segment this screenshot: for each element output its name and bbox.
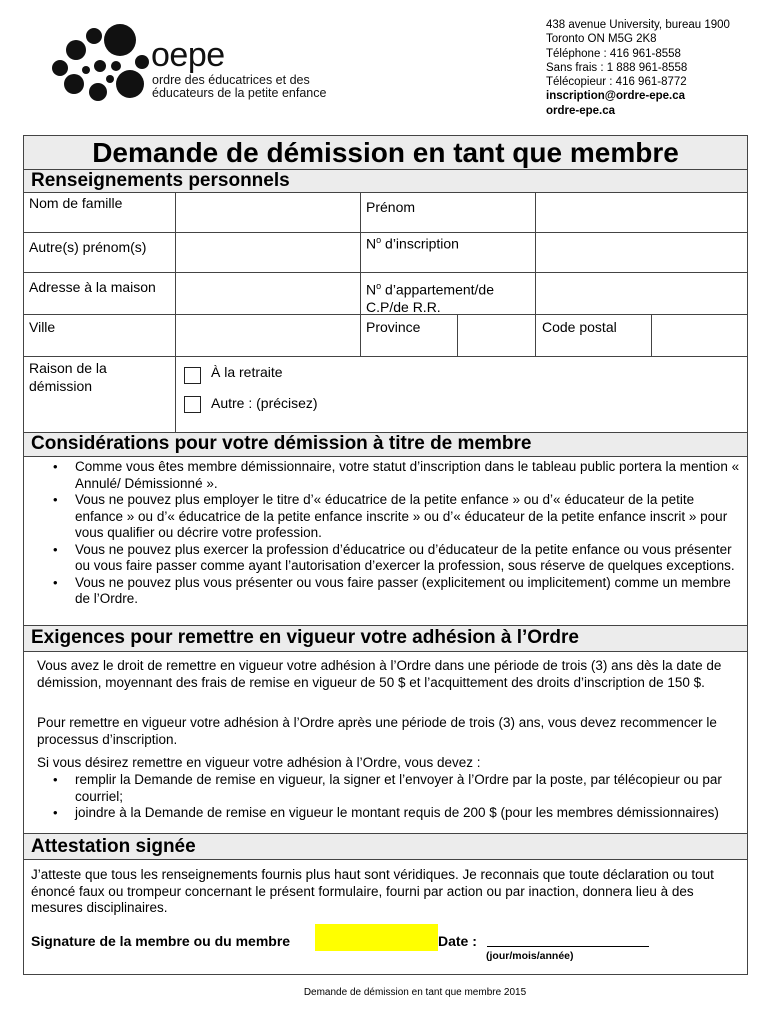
list-item: • remplir la Demande de remise en vigueur, la signer et l’envoyer à l’Ordre par la poste, par télécopieur ou par courriel; bbox=[75, 772, 743, 805]
input-code-postal[interactable] bbox=[652, 315, 747, 356]
input-adresse[interactable] bbox=[176, 273, 360, 314]
input-prenom[interactable] bbox=[536, 193, 747, 232]
list-item: • joindre à la Demande de remise en vigueur le montant requis de 200 $ (pour les membres démissionnaires) bbox=[75, 805, 743, 822]
exigences-paragraph-3: Si vous désirez remettre en vigueur votre adhésion à l’Ordre, vous devez : bbox=[37, 755, 481, 770]
logo-subtitle: ordre des éducatrices et des éducateurs de la petite enfance bbox=[152, 73, 327, 100]
considerations-heading: Considérations pour votre démission à titre de membre bbox=[31, 433, 532, 454]
option-autre-label: Autre : (précisez) bbox=[211, 395, 318, 411]
logo-wordmark: oepe bbox=[151, 36, 225, 74]
label-code-postal: Code postal bbox=[542, 319, 617, 335]
label-autres-prenoms: Autre(s) prénom(s) bbox=[29, 239, 147, 255]
checkbox-autre[interactable] bbox=[184, 396, 201, 413]
considerations-list bbox=[75, 459, 745, 608]
input-ville[interactable] bbox=[176, 315, 360, 356]
list-item: • Vous ne pouvez plus vous présenter ou vous faire passer (explicitement ou implicitement) comme un membre de l’Ordre. bbox=[75, 575, 745, 608]
input-no-inscription[interactable] bbox=[536, 233, 747, 272]
option-retraite-label: À la retraite bbox=[211, 364, 283, 380]
input-nom[interactable] bbox=[176, 193, 360, 232]
checkbox-retraite[interactable] bbox=[184, 367, 201, 384]
page-footer: Demande de démission en tant que membre 2015 bbox=[303, 987, 527, 998]
label-raison: Raison de la démission bbox=[29, 360, 107, 394]
form-title: Demande de démission en tant que membre bbox=[92, 137, 679, 168]
exigences-paragraph-1: Vous avez le droit de remettre en vigueur votre adhésion à l’Ordre dans une période de trois (3) ans dès la date de démission, moyennant des frais de remise en vigueur de 50 $ et l’acquittement des droits d’inscription de 150 $. bbox=[37, 658, 722, 690]
label-adresse: Adresse à la maison bbox=[29, 279, 156, 295]
label-nom: Nom de famille bbox=[29, 195, 123, 211]
date-format-hint: (jour/mois/année) bbox=[486, 950, 574, 962]
exigences-heading: Exigences pour remettre en vigueur votre adhésion à l’Ordre bbox=[31, 627, 580, 648]
label-no-inscription: $N^o$ d’inscription bbox=[366, 235, 459, 252]
email-link[interactable]: inscription@ordre-epe.ca bbox=[546, 90, 686, 103]
signature-field[interactable] bbox=[315, 924, 438, 951]
input-appartement[interactable] bbox=[536, 273, 747, 314]
date-label: Date : bbox=[438, 933, 477, 949]
address-block: 438 avenue University, bureau 1900 Toronto ON M5G 2K8 Téléphone : 416 961-8558 Sans frais : 1 888 961-8558 Télécopieur : 416 961-8772 inscription@ordre-epe.ca ordre-epe.ca bbox=[546, 19, 730, 117]
list-item: • Comme vous êtes membre démissionnaire, votre statut d’inscription dans le tableau public portera la mention « Annulé/ Démissionné ». bbox=[75, 459, 745, 492]
input-autres-prenoms[interactable] bbox=[176, 233, 360, 272]
list-item: • Vous ne pouvez plus exercer la profession d’éducatrice ou d’éducateur de la petite enfance ou vous présenter ou vous faire passer comme ayant l’autorisation d’exercer la profession, sous réserve de quelques exceptions. bbox=[75, 542, 745, 575]
label-ville: Ville bbox=[29, 319, 56, 335]
list-item: • Vous ne pouvez plus employer le titre d’« éducatrice de la petite enfance » ou d’« éducateur de la petite enfance » ou d’« éducatrice de la petite enfance inscrite » ou d’« éducateur de la petite enfance inscrit » pour vous qualifier ou décrire votre profession. bbox=[75, 492, 745, 542]
exigences-list bbox=[75, 772, 743, 822]
label-province: Province bbox=[366, 319, 421, 335]
personal-heading: Renseignements personnels bbox=[31, 170, 290, 191]
label-prenom: Prénom bbox=[366, 199, 416, 215]
exigences-paragraph-2: Pour remettre en vigueur votre adhésion à l’Ordre après une période de trois (3) ans, vous devez recommencer le processus d’inscription. bbox=[37, 715, 717, 747]
label-appartement: $N^o$ d’appartement/de C.P/de R.R. bbox=[366, 281, 494, 315]
date-field[interactable] bbox=[487, 946, 649, 947]
input-province[interactable] bbox=[458, 315, 535, 356]
attestation-heading: Attestation signée bbox=[31, 836, 196, 857]
signature-label: Signature de la membre ou du membre bbox=[31, 933, 291, 949]
attestation-text: J’atteste que tous les renseignements fournis plus haut sont véridiques. Je reconnais que toute déclaration ou tout énoncé faux ou trompeur concernant le présent formulaire, fourni par action ou par inaction, donnera lieu à des mesures disciplinaires. bbox=[31, 867, 714, 915]
website-link[interactable]: ordre-epe.ca bbox=[546, 104, 616, 117]
